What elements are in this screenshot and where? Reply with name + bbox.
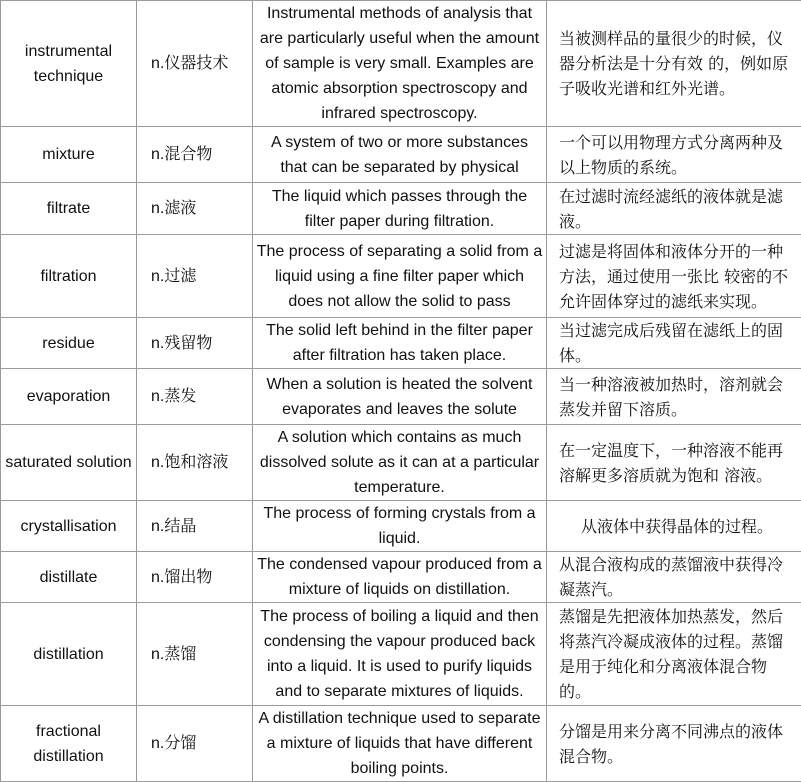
translation-cell: n.蒸发	[137, 369, 253, 425]
translation-cell: n.分馏	[137, 706, 253, 782]
definition-en-text: When a solution is heated the solvent evaporates and leaves the solute	[256, 372, 543, 422]
term-cell: mixture	[1, 127, 137, 183]
translation-cell: n.蒸馏	[137, 603, 253, 706]
table-row	[1, 706, 801, 782]
definition-zh-cell: 从液体中获得晶体的过程。	[547, 501, 801, 552]
definition-zh-cell: 在一定温度下，一种溶液不能再溶解更多溶质就为饱和 溶液。	[547, 425, 801, 501]
definition-en-text: The process of separating a solid from a liquid using a fine filter paper which does not allow the solid to pass	[256, 239, 543, 314]
term-cell: residue	[1, 318, 137, 369]
definition-zh-cell: 当过滤完成后残留在滤纸上的固体。	[547, 318, 801, 369]
table-row	[1, 183, 801, 235]
definition-zh-cell: 分馏是用来分离不同沸点的液体混合物。	[547, 706, 801, 782]
term-cell: distillate	[1, 552, 137, 603]
term-cell: saturated solution	[1, 425, 137, 501]
definition-en-cell	[253, 603, 547, 706]
term-cell: distillation	[1, 603, 137, 706]
definition-zh-cell: 过滤是将固体和液体分开的一种方法，通过使用一张比 较密的不允许固体穿过的滤纸来实现。	[547, 235, 801, 318]
table-row	[1, 603, 801, 706]
definition-en-cell	[253, 425, 547, 501]
translation-cell: n.仪器技术	[137, 1, 253, 127]
definition-zh-cell: 蒸馏是先把液体加热蒸发，然后将蒸汽冷凝成液体的过程。蒸馏是用于纯化和分离液体混合物的。	[547, 603, 801, 706]
definition-en-text: Instrumental methods of analysis that are particularly useful when the amount of sample is very small. Examples are atomic absorption spectroscopy and infrared spectroscopy.	[256, 1, 543, 126]
translation-cell: n.滤液	[137, 183, 253, 235]
definition-zh-cell: 当一种溶液被加热时，溶剂就会蒸发并留下溶质。	[547, 369, 801, 425]
term-cell: instrumental technique	[1, 1, 137, 127]
table-row	[1, 127, 801, 183]
table-row	[1, 1, 801, 127]
translation-cell: n.过滤	[137, 235, 253, 318]
definition-en-cell	[253, 501, 547, 552]
definition-en-cell	[253, 127, 547, 183]
definition-en-cell	[253, 369, 547, 425]
definition-en-cell	[253, 318, 547, 369]
translation-cell: n.馏出物	[137, 552, 253, 603]
definition-zh-cell: 在过滤时流经滤纸的液体就是滤液。	[547, 183, 801, 235]
definition-en-cell	[253, 1, 547, 127]
translation-cell: n.残留物	[137, 318, 253, 369]
definition-en-text: The liquid which passes through the filter paper during filtration.	[256, 184, 543, 234]
definition-en-text: The condensed vapour produced from a mixture of liquids on distillation.	[256, 552, 543, 602]
term-cell: crystallisation	[1, 501, 137, 552]
table-row	[1, 369, 801, 425]
table-row	[1, 501, 801, 552]
translation-cell: n.饱和溶液	[137, 425, 253, 501]
table-row	[1, 425, 801, 501]
translation-cell: n.混合物	[137, 127, 253, 183]
definition-en-text: A solution which contains as much dissolved solute as it can at a particular temperature.	[256, 425, 543, 500]
definition-en-cell	[253, 235, 547, 318]
table-row	[1, 235, 801, 318]
translation-cell: n.结晶	[137, 501, 253, 552]
term-cell: evaporation	[1, 369, 137, 425]
definition-en-cell	[253, 183, 547, 235]
definition-zh-cell: 一个可以用物理方式分离两种及以上物质的系统。	[547, 127, 801, 183]
definition-en-cell	[253, 552, 547, 603]
definition-zh-cell: 从混合液构成的蒸馏液中获得冷凝蒸汽。	[547, 552, 801, 603]
definition-zh-cell: 当被测样品的量很少的时候，仪器分析法是十分有效 的，例如原子吸收光谱和红外光谱。	[547, 1, 801, 127]
definition-en-text: The solid left behind in the filter paper after filtration has taken place.	[256, 318, 543, 368]
definition-en-text: The process of forming crystals from a liquid.	[256, 501, 543, 551]
definition-en-cell	[253, 706, 547, 782]
table-row	[1, 552, 801, 603]
definition-en-text: A system of two or more substances that can be separated by physical	[256, 130, 543, 180]
term-cell: fractional distillation	[1, 706, 137, 782]
definition-en-text: The process of boiling a liquid and then condensing the vapour produced back into a liquid. It is used to purify liquids and to separate mixtures of liquids.	[256, 604, 543, 704]
term-cell: filtrate	[1, 183, 137, 235]
term-cell: filtration	[1, 235, 137, 318]
definition-en-text: A distillation technique used to separate a mixture of liquids that have different boiling points.	[256, 706, 543, 781]
table-row	[1, 318, 801, 369]
